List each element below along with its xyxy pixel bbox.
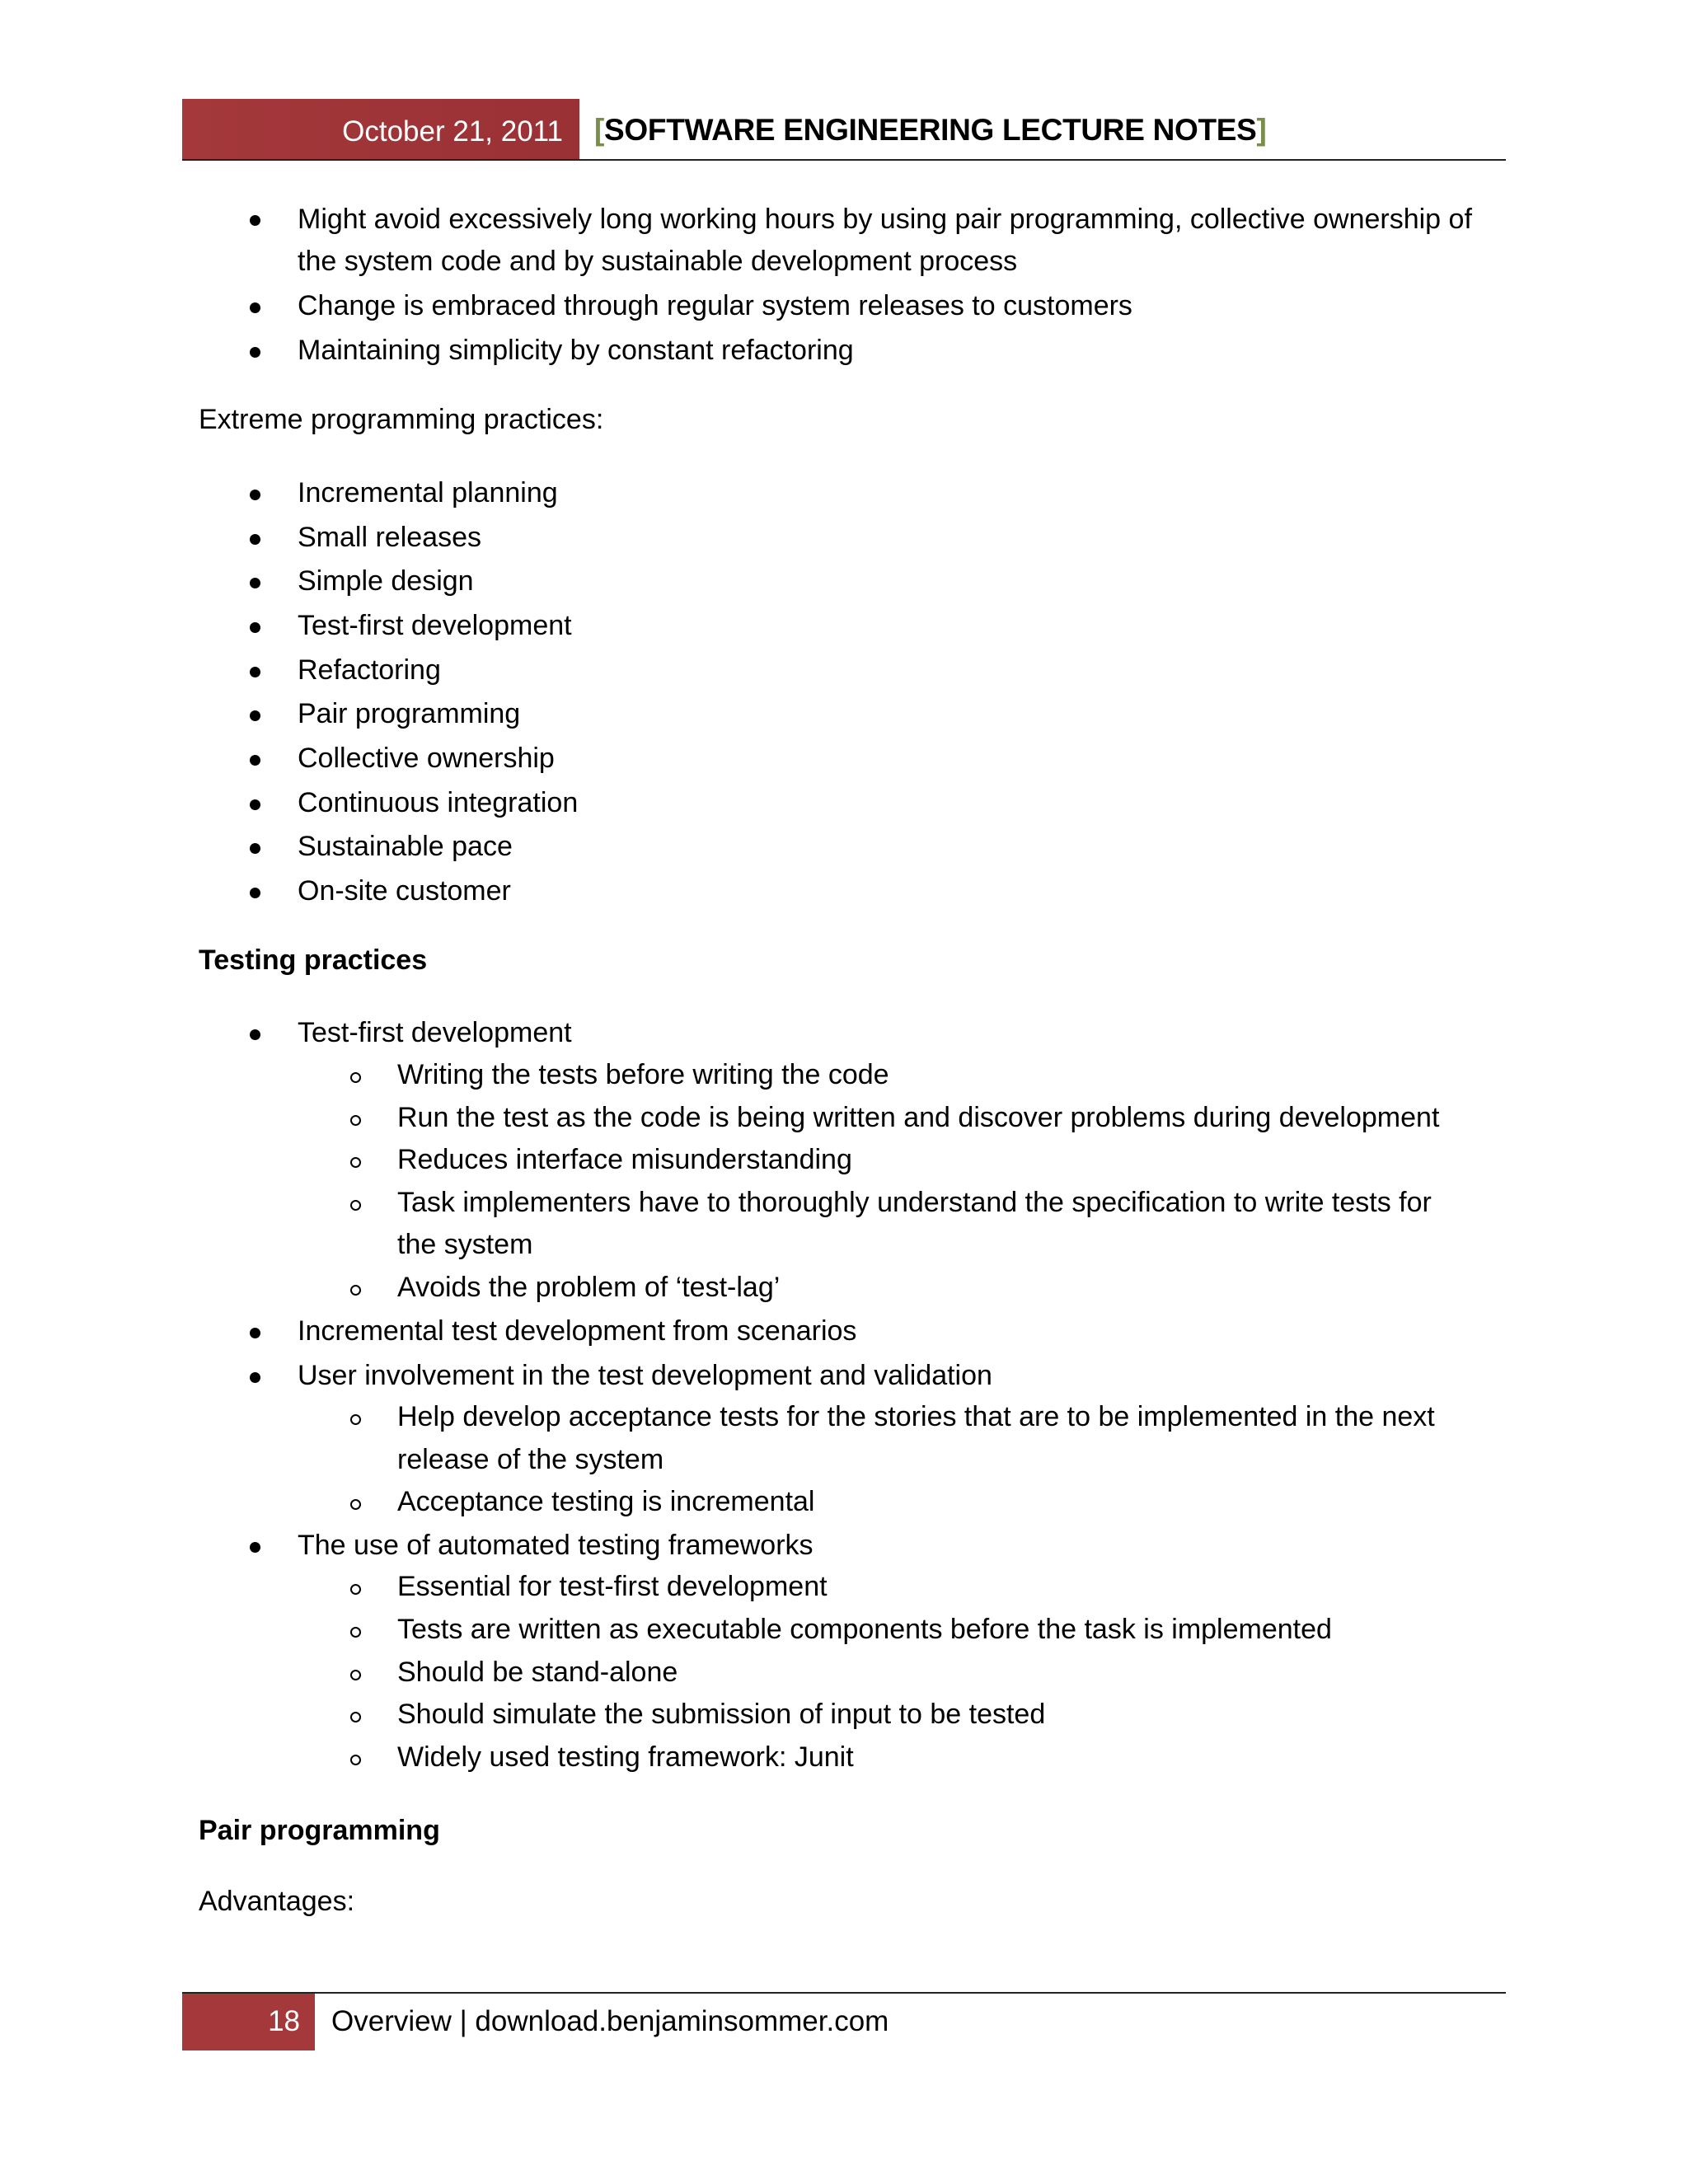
list-item: Sustainable pace: [298, 831, 513, 862]
bullet-icon: [250, 843, 260, 854]
bullet-icon: [250, 215, 260, 226]
sub-bullet-icon: [350, 1584, 361, 1595]
bullet-icon: [250, 755, 260, 766]
pair-programming-heading: Pair programming: [199, 1815, 440, 1846]
list-item: Test-first development: [298, 1017, 572, 1048]
sub-list-item: Task implementers have to thoroughly understand the specification to write tests for: [397, 1187, 1432, 1218]
sub-bullet-icon: [350, 1414, 361, 1425]
sub-list-item: Run the test as the code is being written and discover problems during development: [397, 1102, 1440, 1133]
bullet-icon: [250, 534, 260, 545]
sub-list-item: Writing the tests before writing the code: [397, 1059, 889, 1090]
page-number: 18: [268, 2005, 300, 2037]
sub-list-item-continuation: the system: [397, 1229, 533, 1260]
bullet-icon: [250, 1029, 260, 1040]
sub-bullet-icon: [350, 1499, 361, 1510]
list-item: Incremental planning: [298, 477, 558, 509]
list-item: Simple design: [298, 565, 474, 597]
sub-list-item: Avoids the problem of ‘test-lag’: [397, 1272, 781, 1303]
list-item: Refactoring: [298, 654, 441, 686]
document-title: [594, 114, 1267, 147]
bullet-icon: [250, 799, 260, 810]
bullet-icon: [250, 1542, 260, 1553]
list-item: Small releases: [298, 522, 481, 553]
sub-list-item: Help develop acceptance tests for the stories that are to be implemented in the next: [397, 1401, 1435, 1432]
header-date: October 21, 2011: [342, 115, 563, 148]
list-item: On-site customer: [298, 875, 511, 907]
list-item: User involvement in the test development and validation: [298, 1360, 992, 1391]
footer-text: Overview | download.benjaminsommer.com: [331, 2005, 889, 2037]
sub-bullet-icon: [350, 1712, 361, 1722]
sub-list-item: Tests are written as executable components before the task is implemented: [397, 1614, 1332, 1645]
sub-bullet-icon: [350, 1115, 361, 1126]
sub-bullet-icon: [350, 1157, 361, 1168]
list-item: Might avoid excessively long working hours by using pair programming, collective ownership of: [298, 204, 1472, 235]
list-item: Change is embraced through regular system releases to customers: [298, 290, 1132, 321]
header-date-bar: [182, 99, 579, 159]
title-close-bracket: ]: [1256, 113, 1267, 147]
sub-bullet-icon: [350, 1755, 361, 1765]
bullet-icon: [250, 622, 260, 633]
sub-bullet-icon: [350, 1670, 361, 1680]
list-item: Maintaining simplicity by constant refactoring: [298, 335, 854, 366]
sub-bullet-icon: [350, 1627, 361, 1638]
sub-bullet-icon: [350, 1285, 361, 1296]
header-rule: [182, 159, 1506, 161]
bullet-icon: [250, 667, 260, 677]
list-item: Test-first development: [298, 610, 572, 641]
bullet-icon: [250, 710, 260, 721]
bullet-icon: [250, 1328, 260, 1338]
bullet-icon: [250, 302, 260, 313]
footer-rule: [182, 1992, 1506, 1994]
list-item-continuation: the system code and by sustainable development process: [298, 246, 1018, 277]
sub-list-item: Acceptance testing is incremental: [397, 1486, 815, 1517]
bullet-icon: [250, 490, 260, 500]
list-item: Collective ownership: [298, 743, 555, 774]
xp-practices-label: Extreme programming practices:: [199, 404, 604, 435]
sub-list-item-continuation: release of the system: [397, 1444, 664, 1475]
sub-bullet-icon: [350, 1072, 361, 1083]
list-item: Pair programming: [298, 698, 521, 729]
list-item: Incremental test development from scenarios: [298, 1315, 857, 1347]
sub-bullet-icon: [350, 1200, 361, 1211]
list-item: Continuous integration: [298, 787, 579, 818]
sub-list-item: Should be stand-alone: [397, 1657, 678, 1688]
sub-list-item: Essential for test-first development: [397, 1571, 828, 1602]
sub-list-item: Widely used testing framework: Junit: [397, 1741, 854, 1773]
sub-list-item: Reduces interface misunderstanding: [397, 1144, 852, 1175]
title-open-bracket: [: [594, 113, 605, 147]
sub-list-item: Should simulate the submission of input to be tested: [397, 1699, 1046, 1730]
bullet-icon: [250, 1372, 260, 1383]
bullet-icon: [250, 888, 260, 898]
testing-practices-heading: Testing practices: [199, 944, 428, 976]
footer-page-bar: [182, 1994, 315, 2050]
list-item: The use of automated testing frameworks: [298, 1530, 814, 1561]
advantages-label: Advantages:: [199, 1886, 355, 1917]
title-text: SOFTWARE ENGINEERING LECTURE NOTES: [604, 113, 1257, 147]
bullet-icon: [250, 578, 260, 588]
bullet-icon: [250, 347, 260, 358]
